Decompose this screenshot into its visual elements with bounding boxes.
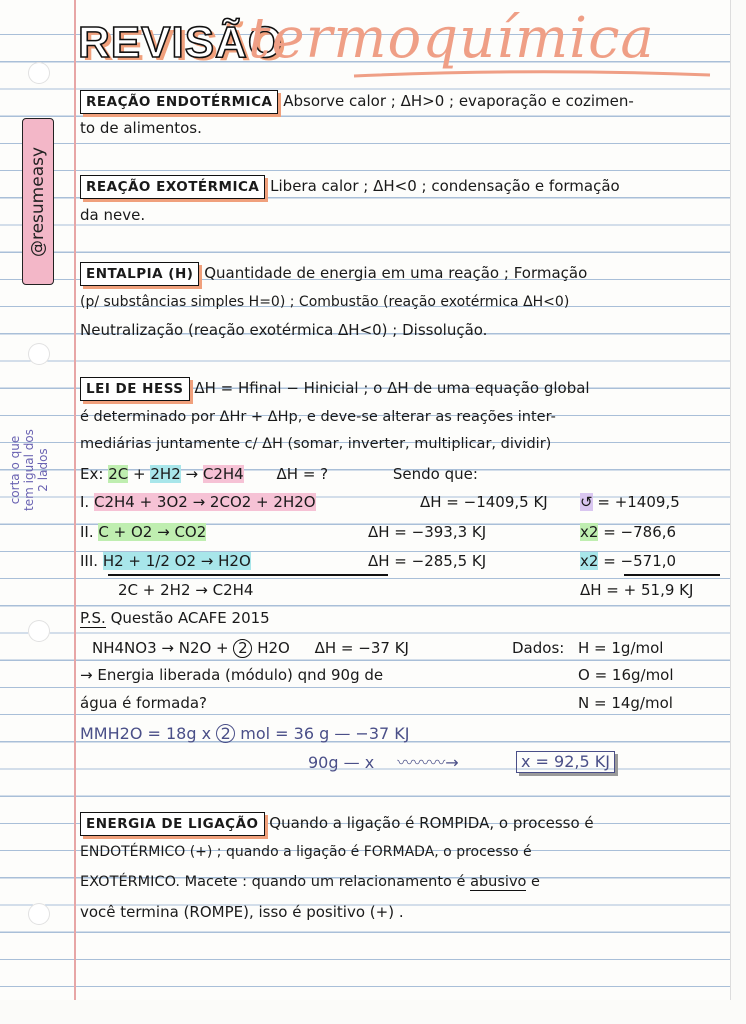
result-divider bbox=[624, 574, 720, 576]
ps-question-2: água é formada? bbox=[80, 694, 208, 712]
side-handle-tag: @resumeasy bbox=[22, 118, 54, 285]
term-box-exotermica: REAÇÃO EXOTÉRMICA bbox=[80, 175, 265, 199]
margin-line bbox=[74, 0, 76, 1000]
reaction-1-result: ↺ = +1409,5 bbox=[580, 493, 680, 511]
binder-hole bbox=[28, 343, 50, 365]
term-box-endotermica: REAÇÃO ENDOTÉRMICA bbox=[80, 90, 278, 114]
ps-result: x = 92,5 KJ bbox=[516, 751, 615, 773]
endo-line-2: to de alimentos. bbox=[80, 119, 202, 137]
hess-line-1: LEI DE HESS ΔH = Hfinal − Hinicial ; o ΔH de uma equação global bbox=[80, 377, 590, 401]
ligacao-line-1: ENERGIA DE LIGAÇÃO Quando a ligação é ROMPIDA, o processo é bbox=[80, 812, 594, 836]
title-termoquimica: termoquímica bbox=[248, 6, 655, 71]
sum-dh: ΔH = + 51,9 KJ bbox=[580, 581, 694, 599]
endo-line-1: REAÇÃO ENDOTÉRMICA Absorve calor ; ΔH>0 ; evaporação e cozimen- bbox=[80, 90, 634, 114]
term-box-lei-de-hess: LEI DE HESS bbox=[80, 377, 190, 401]
hess-line-2: é determinado por ΔHr + ΔHp, e deve-se alterar as reações inter- bbox=[80, 409, 556, 425]
exo-line-1: REAÇÃO EXOTÉRMICA Libera calor ; ΔH<0 ; condensação e formação bbox=[80, 175, 620, 199]
reaction-3-result: x2 = −571,0 bbox=[580, 552, 677, 570]
reaction-3-dh: ΔH = −285,5 KJ bbox=[368, 552, 487, 570]
binder-hole bbox=[28, 620, 50, 642]
hess-example: Ex: 2C + 2H2 → C2H4 ΔH = ? Sendo que: bbox=[80, 465, 478, 483]
binder-hole bbox=[28, 903, 50, 925]
sum-equation: 2C + 2H2 → C2H4 bbox=[118, 581, 254, 599]
entalpia-line-1: ENTALPIA (H) Quantidade de energia em uma reação ; Formação bbox=[80, 262, 587, 286]
ligacao-line-4: você termina (ROMPE), isso é positivo (+) . bbox=[80, 903, 404, 921]
term-box-entalpia: ENTALPIA (H) bbox=[80, 262, 199, 286]
ps-equation: NH4NO3 → N2O + 2 H2O ΔH = −37 KJ bbox=[92, 639, 409, 657]
ligacao-line-3: EXOTÉRMICO. Macete : quando um relacionamento é abusivo e bbox=[80, 874, 540, 890]
reaction-3-eq: III. H2 + 1/2 O2 → H2O bbox=[80, 552, 251, 570]
exo-line-2: da neve. bbox=[80, 206, 146, 224]
ps-calc-1: MMH2O = 18g x 2 mol = 36 g — −37 KJ bbox=[80, 724, 410, 743]
ps-dados-o: O = 16g/mol bbox=[578, 666, 674, 684]
reaction-1-dh: ΔH = −1409,5 KJ bbox=[420, 493, 548, 511]
ligacao-line-2: ENDOTÉRMICO (+) ; quando a ligação é FORMADA, o processo é bbox=[80, 844, 532, 860]
reaction-2-eq: II. C + O2 → CO2 bbox=[80, 523, 207, 541]
entalpia-line-3: Neutralização (reação exotérmica ΔH<0) ; Dissolução. bbox=[80, 321, 488, 339]
ps-calc-2: 90g — x 〰〰〰→ bbox=[308, 753, 459, 772]
reaction-2-dh: ΔH = −393,3 KJ bbox=[368, 523, 487, 541]
ps-dados-n: N = 14g/mol bbox=[578, 694, 673, 712]
title-underline-decoration bbox=[352, 70, 712, 80]
term-box-energia-de-ligacao: ENERGIA DE LIGAÇÃO bbox=[80, 812, 265, 836]
reaction-2-result: x2 = −786,6 bbox=[580, 523, 677, 541]
wavy-arrow-icon: 〰〰〰→ bbox=[397, 753, 459, 772]
entalpia-line-2: (p/ substâncias simples H=0) ; Combustão (reação exotérmica ΔH<0) bbox=[80, 294, 570, 310]
reaction-1-eq: I. C2H4 + 3O2 → 2CO2 + 2H2O bbox=[80, 493, 316, 511]
hess-line-3: mediárias juntamente c/ ΔH (somar, inverter, multiplicar, dividir) bbox=[80, 436, 552, 452]
ps-question-1: → Energia liberada (módulo) qnd 90g de bbox=[80, 666, 384, 684]
sum-divider bbox=[108, 574, 388, 576]
binder-hole bbox=[28, 62, 50, 84]
title-revisao: REVISÃO bbox=[78, 18, 284, 67]
ps-dados-h: H = 1g/mol bbox=[578, 639, 664, 657]
invert-icon: ↺ bbox=[580, 493, 593, 511]
ps-dados-label: Dados: bbox=[512, 639, 565, 657]
ps-title: P.S. Questão ACAFE 2015 bbox=[80, 609, 270, 627]
side-note: corta o que tem igual dos 2 lados bbox=[8, 429, 50, 511]
